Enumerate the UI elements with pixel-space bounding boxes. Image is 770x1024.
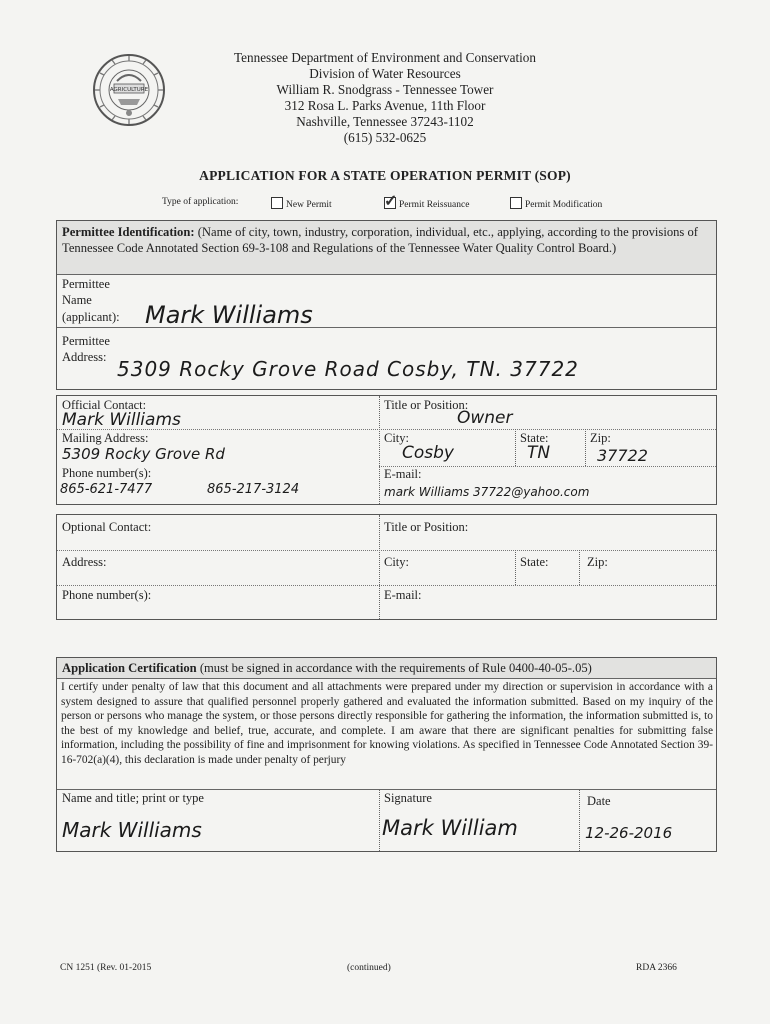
certification-heading-text: (must be signed in accordance with the requirements of Rule 0400-40-05-.05)	[196, 661, 592, 675]
header-line: 312 Rosa L. Parks Avenue, 11th Floor	[284, 98, 486, 113]
permittee-address-field[interactable]: 5309 Rocky Grove Road Cosby, TN. 37722	[117, 357, 579, 381]
phone-field-1[interactable]: 865-621-7477	[60, 482, 153, 497]
phone-label: Phone number(s):	[62, 466, 152, 480]
optional-state-label: State:	[520, 555, 549, 569]
new-permit-option[interactable]	[271, 197, 332, 210]
official-contact-section	[56, 395, 717, 505]
optional-phone-label: Phone number(s):	[62, 588, 152, 602]
certification-heading-bold: Application Certification	[62, 661, 197, 675]
permittee-name-field[interactable]: Mark Williams	[145, 301, 313, 329]
optional-zip-label: Zip:	[587, 555, 608, 569]
title-position-field[interactable]: Owner	[457, 408, 513, 428]
state-label: State:	[520, 431, 549, 445]
permit-reissuance-label: Permit Reissuance	[399, 200, 470, 210]
permit-modification-checkbox[interactable]	[510, 197, 522, 209]
official-contact-label: Official Contact:	[62, 398, 147, 412]
permit-reissuance-option[interactable]	[384, 193, 470, 210]
signature-label: Signature	[384, 791, 432, 805]
email-label: E-mail:	[384, 467, 422, 481]
optional-city-label: City:	[384, 555, 410, 569]
optional-address-label: Address:	[62, 555, 107, 569]
svg-text:AGRICULTURE: AGRICULTURE	[109, 87, 149, 93]
new-permit-label: New Permit	[286, 200, 332, 210]
email-field[interactable]: mark Williams 37722@yahoo.com	[384, 485, 590, 499]
header-line: Tennessee Department of Environment and Conservation	[234, 50, 536, 65]
optional-email-label: E-mail:	[384, 588, 422, 602]
permit-modification-option[interactable]	[510, 197, 602, 210]
new-permit-checkbox[interactable]	[271, 197, 283, 209]
optional-title-label: Title or Position:	[384, 520, 469, 534]
header-line: (615) 532-0625	[343, 130, 427, 145]
date-field[interactable]: 12-26-2016	[585, 824, 673, 842]
name-title-label: Name and title; print or type	[62, 791, 204, 805]
zip-label: Zip:	[590, 431, 611, 445]
signature-field[interactable]: Mark William	[382, 816, 518, 840]
agency-header	[150, 50, 620, 146]
mailing-address-label: Mailing Address:	[62, 431, 149, 445]
city-label: City:	[384, 431, 410, 445]
name-title-field[interactable]: Mark Williams	[62, 818, 202, 842]
mailing-address-field[interactable]: 5309 Rocky Grove Rd	[62, 445, 225, 463]
rda-number: RDA 2366	[636, 963, 677, 973]
zip-field[interactable]: 37722	[597, 446, 648, 465]
optional-contact-section	[56, 514, 717, 620]
permittee-heading-bold: Permittee Identification:	[62, 225, 195, 239]
continued-note: (continued)	[347, 963, 391, 973]
state-field[interactable]: TN	[527, 443, 551, 463]
header-line: William R. Snodgrass - Tennessee Tower	[276, 82, 494, 97]
title-position-label: Title or Position:	[384, 398, 469, 412]
official-contact-field[interactable]: Mark Williams	[62, 410, 181, 430]
certification-text: I certify under penalty of law that this document and all attachments were prepared under my direction or supervision in accordance with a system designed to assure that qualified personnel properly gathered and evaluated the information submitted. Based on my inquiry of the person or persons who manage the system, or those persons directly responsible for gathering the information, the information submitted is, to the best of my knowledge and belief, true, accurate, and complete. I am aware that there are significant penalties for submitting false information, including the possibility of fine and imprisonment for knowing violations. As specified in Tennessee Code Annotated Section 39-16-702(a)(4), this declaration is made under penalty of perjury	[61, 681, 713, 766]
date-label: Date	[587, 794, 611, 808]
checkmark-icon: ✓	[384, 193, 398, 210]
form-title: APPLICATION FOR A STATE OPERATION PERMIT (SOP)	[199, 168, 571, 183]
certification-heading	[62, 661, 592, 675]
permittee-heading	[62, 224, 712, 256]
city-field[interactable]: Cosby	[402, 443, 454, 463]
permittee-heading-text: (Name of city, town, industry, corporation, individual, etc., applying, according to the provisions of Tennessee Code Annotated Section 69-3-108 and Regulations of the Tennessee Water Quality Control Board.)	[62, 225, 698, 255]
optional-contact-label: Optional Contact:	[62, 520, 152, 534]
permittee-name-label-2: Name	[62, 293, 92, 307]
header-line: Division of Water Resources	[309, 66, 461, 81]
header-line: Nashville, Tennessee 37243-1102	[296, 114, 474, 129]
permit-reissuance-checkbox[interactable]	[384, 193, 398, 210]
permit-modification-label: Permit Modification	[525, 200, 603, 210]
application-type-label: Type of application:	[162, 197, 239, 207]
permittee-name-label-1: Permittee	[62, 277, 110, 291]
phone-field-2[interactable]: 865-217-3124	[207, 482, 300, 497]
permittee-address-label-2: Address:	[62, 350, 107, 364]
certification-section	[56, 657, 717, 852]
form-number: CN 1251 (Rev. 01-2015	[60, 963, 152, 973]
permittee-name-label-3: (applicant):	[62, 310, 120, 324]
permittee-identification-section	[56, 220, 717, 390]
permittee-address-label-1: Permittee	[62, 334, 110, 348]
